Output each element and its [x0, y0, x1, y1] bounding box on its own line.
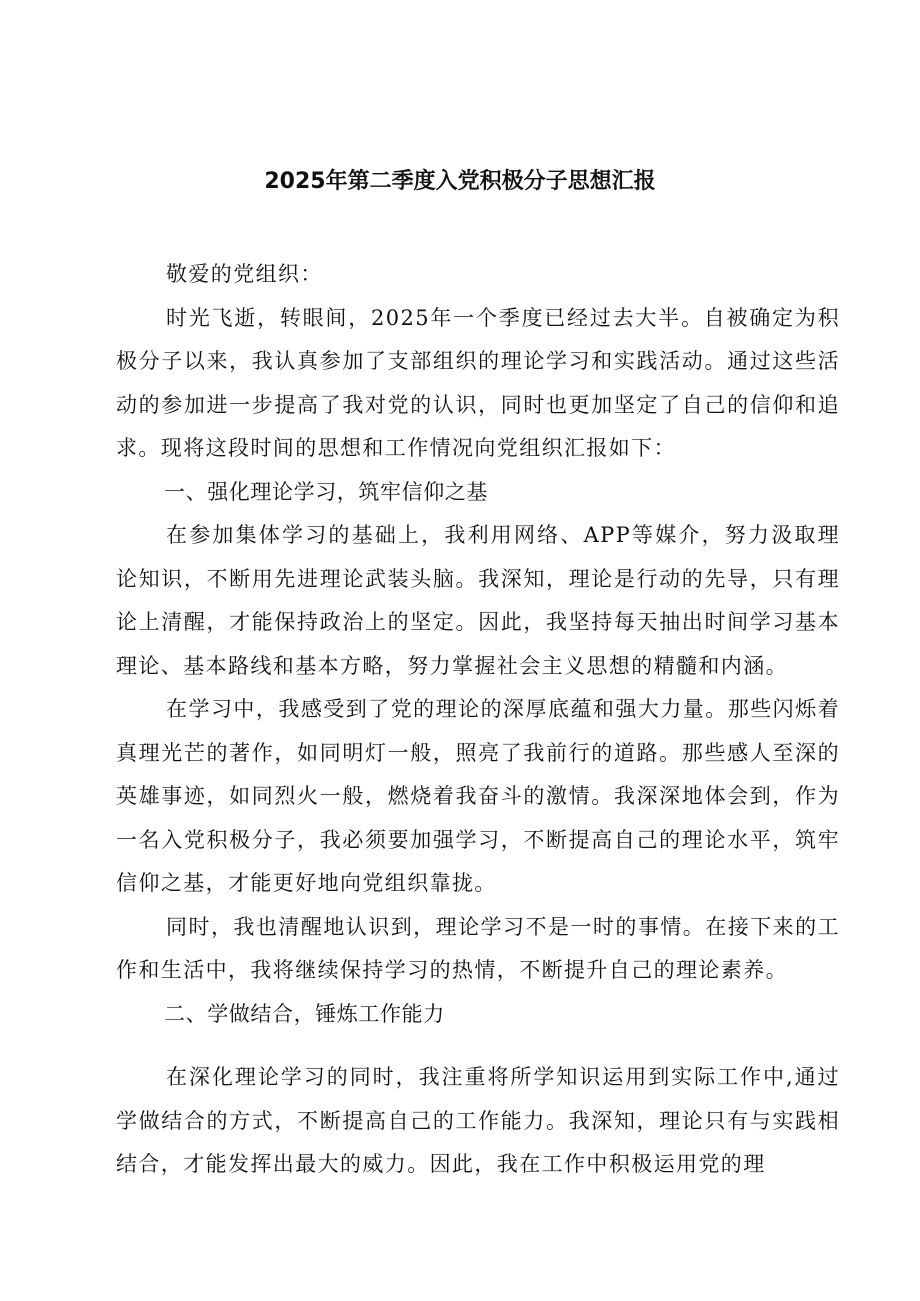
section-1-paragraph: 同时，我也清醒地认识到，理论学习不是一时的事情。在接下来的工作和生活中，我将继续保持学习的热情，不断提升自己的理论素养。: [116, 914, 840, 982]
section-1-paragraph: 在参加集体学习的基础上，我利用网络、APP等媒介，努力汲取理论知识，不断用先进理论武装头脑。我深知，理论是行动的先导，只有理论上清醒，才能保持政治上的坚定。因此，我坚持每天抽出时间学习基本理论、基本路线和基本方略，努力掌握社会主义思想的精髓和内涵。: [116, 523, 840, 678]
intro-paragraph: 时光飞逝，转眼间，2025年一个季度已经过去大半。自被确定为积极分子以来，我认真参加了支部组织的理论学习和实践活动。通过这些活动的参加进一步提高了我对党的认识，同时也更加坚定了自己的信仰和追求。现将这段时间的思想和工作情况向党组织汇报如下：: [116, 305, 840, 460]
section-2-paragraph: 在深化理论学习的同时，我注重将所学知识运用到实际工作中,通过学做结合的方式，不断提高自己的工作能力。我深知，理论只有与实践相结合，才能发挥出最大的威力。因此，我在工作中积极运用党的理: [116, 1065, 840, 1176]
section-1-heading: 一、强化理论学习，筑牢信仰之基: [164, 479, 488, 504]
document-body: [116, 253, 840, 1187]
greeting-line: 敬爱的党组织：: [166, 262, 323, 286]
section-2-heading: 二、学做结合，锤炼工作能力: [164, 1001, 445, 1026]
section-1-paragraph: 在学习中，我感受到了党的理论的深厚底蕴和强大力量。那些闪烁着真理光芒的著作，如同明灯一般，照亮了我前行的道路。那些感人至深的英雄事迹，如同烈火一般，燃烧着我奋斗的激情。我深深地体会到，作为一名入党积极分子，我必须要加强学习，不断提高自己的理论水平，筑牢信仰之基，才能更好地向党组织靠拢。: [116, 697, 840, 895]
document-title: 2025年第二季度入党积极分子思想汇报: [264, 169, 656, 194]
